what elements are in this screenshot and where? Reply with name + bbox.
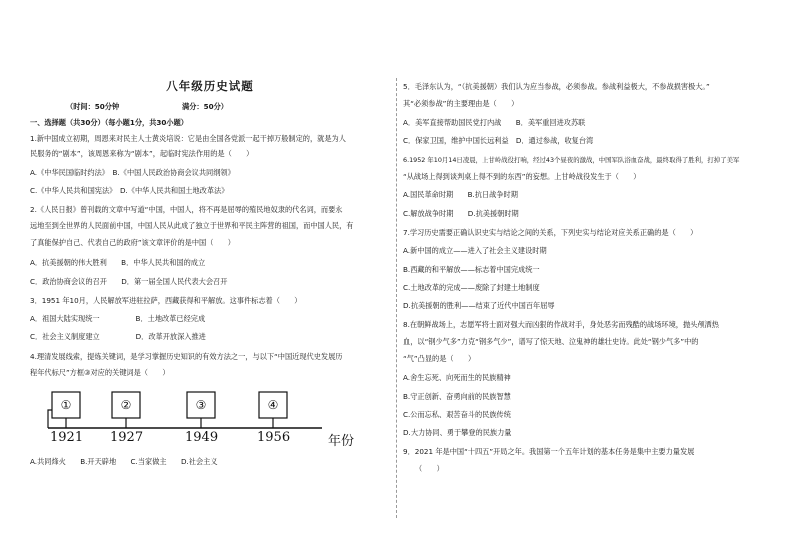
question-line: 民服务的“剧本”，该周恩来称为“剧本”，起临时宪法作用的是（ ） — [30, 149, 254, 158]
option-line: A．美军直接帮助国民党打内战 B．美军重回进攻苏联 — [403, 118, 586, 127]
option-line: A.国民革命时期 B.抗日战争时期 — [403, 190, 518, 199]
option-line: C.《中华人民共和国宪法》 D.《中华人民共和国土地改革法》 — [30, 186, 229, 195]
timeline-box-label: ① — [60, 398, 72, 412]
question-line: 其“必须参战”的主要理由是（ ） — [403, 99, 519, 108]
option-line: B.西藏的和平解放——标志着中国完成统一 — [403, 265, 540, 274]
question-line: 3．1951 年10月，人民解放军进驻拉萨，西藏获得和平解放。这事件标志着（ ） — [30, 296, 302, 305]
option-line: A．抗美援朝的伟大胜利 B．中华人民共和国的成立 — [30, 258, 206, 267]
option-line: A.《中华民国临时约法》 B.《中国人民政治协商会议共同纲领》 — [30, 168, 235, 177]
timeline-box-label: ④ — [267, 398, 279, 412]
option-line: A.共同烽火 B.开天辟地 C.当家做主 D.社会主义 — [30, 457, 218, 466]
question-line: 血，以“钢少气多”力克“钢多气少”，谱写了惊天地、泣鬼神的雄壮史诗。此处“钢少气多”中的 — [403, 337, 699, 346]
option-line: D.抗美援朝的胜利——结束了近代中国百年屈辱 — [403, 301, 555, 310]
option-line: A.舍生忘死、向死而生的民族精神 — [403, 373, 511, 382]
timeline-axis-label: 年份 — [328, 434, 355, 449]
answer-blank: （ ） — [415, 464, 444, 473]
option-line: C.解放战争时期 D.抗美援朝时期 — [403, 209, 519, 218]
question-line: 7.学习历史需要正确认识史实与结论之间的关系，下列史实与结论对应关系正确的是（ ） — [403, 228, 698, 237]
timeline-box-label: ② — [120, 398, 132, 412]
option-line: D.大力协同、勇于攀登的民族力量 — [403, 428, 512, 437]
question-line: “从战场上得到谈判桌上得不到的东西”的妄想。上甘岭战役发生于（ ） — [403, 172, 641, 181]
option-line: C.公而忘私、艰苦奋斗的民族传统 — [403, 410, 511, 419]
question-line: 9．2021 年是中国“十四五”开局之年。我国第一个五年计划的基本任务是集中主要力量发展 — [403, 447, 695, 456]
timeline-box-label: ③ — [195, 398, 207, 412]
question-line: 1.新中国成立初期，周恩来对民主人士黄炎培说：它是由全国各党派一起干掉万般制定的，就是为人 — [30, 134, 346, 143]
question-line: 了真能保护自己、代表自己的政府”该文章评价的是中国（ ） — [30, 238, 235, 247]
option-line: B.守正创新、奋勇向前的民族智慧 — [403, 392, 511, 401]
question-line: 6.1952 年10月14日凌晨，上甘岭战役打响，经过43个昼夜的激战，中国军队浴血奋战，最终取得了胜利，打掉了美军 — [403, 156, 740, 164]
section-heading: 一、选择题（共30分）（每小题1分，共30小题） — [30, 118, 188, 127]
option-line: A．祖国大陆实现统一 B．土地改革已经完成 — [30, 314, 206, 323]
question-line: 2.《人民日报》曾刊载的文章中写道“中国，中国人，将不再是屈辱的殖民地奴隶的代名词，而要永 — [30, 205, 343, 214]
option-line: C．保家卫国，维护中国长远利益 D．通过参战，收复台湾 — [403, 136, 594, 145]
option-line: A.新中国的成立——进入了社会主义建设时期 — [403, 246, 547, 255]
timeline-year: 1921 — [50, 430, 84, 445]
timeline-year: 1949 — [185, 430, 219, 445]
option-line: C．政治协商会议的召开 D．第一届全国人民代表大会召开 — [30, 277, 228, 286]
timeline-year: 1956 — [257, 430, 291, 445]
option-line: C.土地改革的完成——废除了封建土地制度 — [403, 283, 540, 292]
question-line: 5．毛泽东认为，“（抗美援朝）我们认为应当参战，必须参战。参战利益极大，不参战损害极大。” — [403, 82, 710, 91]
timeline-diagram — [30, 386, 390, 449]
option-line: C．社会主义制度建立 D．改革开放深入推进 — [30, 332, 206, 341]
question-line: 4.理清发展线索，提炼关键词，是学习掌握历史知识的有效方法之一，与以下“中国近现代史发展历 — [30, 352, 343, 361]
exam-title: 八年级历史试题 — [166, 79, 254, 93]
question-line: 8.在朝鲜战场上，志愿军将士面对强大而凶狠的作战对手，身处恶劣而残酷的战场环境，抛头颅洒热 — [403, 320, 719, 329]
question-line: “气”凸显的是（ ） — [403, 354, 476, 363]
question-line: 程年代标尺”方框③对应的关键词是（ ） — [30, 368, 170, 377]
column-divider — [396, 78, 397, 518]
question-line: 远地至到全世界的人民面前中国，中国人民从此成了独立于世界和平民主阵营的祖国，而中国人民，有 — [30, 221, 354, 230]
exam-time: （时间：50分钟 — [66, 102, 120, 111]
timeline-year: 1927 — [110, 430, 144, 445]
exam-score: 满分：50分） — [182, 102, 228, 111]
